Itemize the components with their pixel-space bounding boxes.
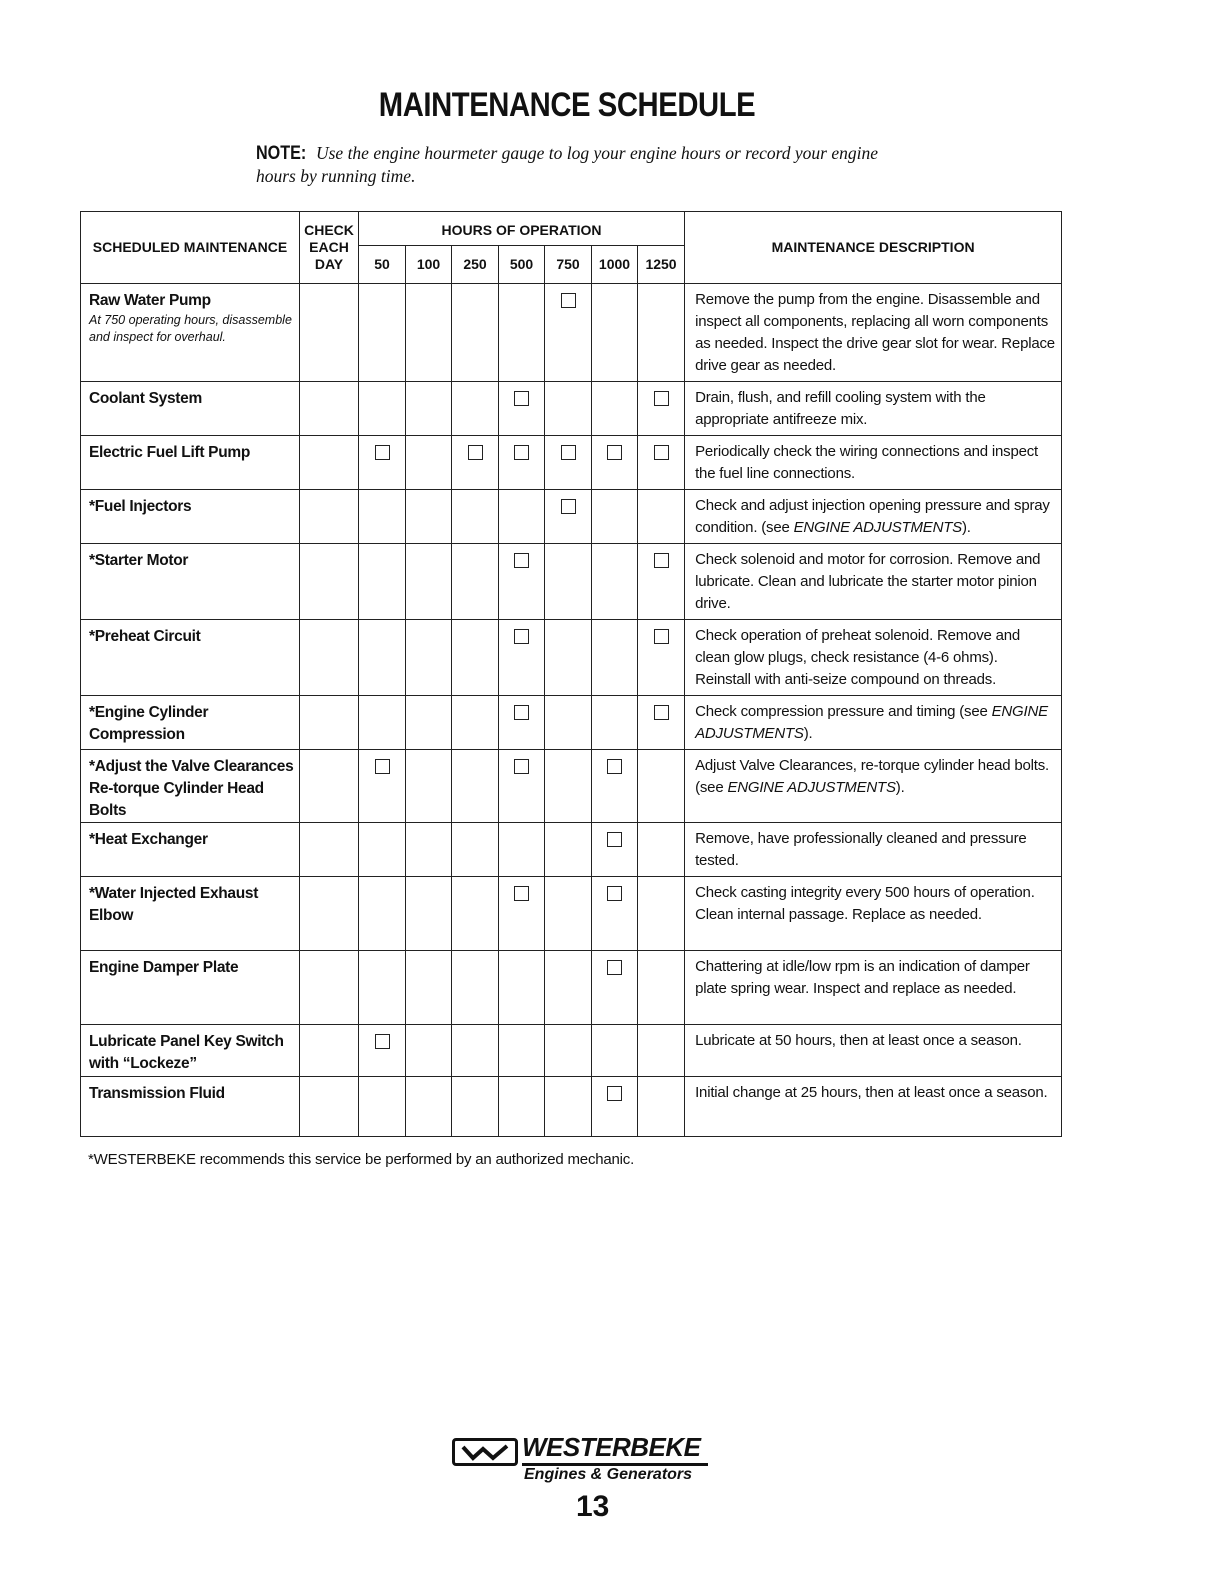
hours-cell: [545, 696, 592, 750]
maintenance-description-cell: [685, 750, 1062, 823]
description-text: Adjust Valve Clearances, re-torque cylinder head bolts.(see: [695, 757, 1049, 796]
check-each-day-cell: [300, 1025, 359, 1077]
hours-cell: [592, 544, 638, 620]
check-each-day-cell: [300, 750, 359, 823]
hours-cell: [499, 436, 545, 490]
checkbox-icon: [375, 759, 390, 774]
brand-tagline: Engines & Generators: [524, 1466, 693, 1483]
table-row: [81, 1025, 1062, 1077]
hours-cell: [406, 490, 452, 544]
hours-cell: [406, 436, 452, 490]
hours-cell: [406, 620, 452, 696]
maintenance-item-cell: [81, 823, 300, 877]
header-maintenance-description: MAINTENANCE DESCRIPTION: [685, 212, 1062, 284]
hours-cell: [592, 382, 638, 436]
check-each-day-cell: [300, 544, 359, 620]
checkbox-icon: [607, 1086, 622, 1101]
table-row: [81, 620, 1062, 696]
hours-cell: [406, 823, 452, 877]
hours-cell: [499, 1077, 545, 1137]
hours-cell: [499, 823, 545, 877]
maintenance-description: Check solenoid and motor for corrosion. Remove and lubricate. Clean and lubricate the starter motor pinion drive.: [695, 551, 1041, 612]
header-hours-50: 50: [359, 246, 406, 284]
table-row: [81, 490, 1062, 544]
checkbox-icon: [561, 293, 576, 308]
table-row: [81, 544, 1062, 620]
maintenance-description-cell: [685, 436, 1062, 490]
hours-cell: [638, 490, 685, 544]
hours-cell: [499, 382, 545, 436]
hours-cell: [638, 436, 685, 490]
checkbox-icon: [607, 886, 622, 901]
maintenance-description-cell: [685, 877, 1062, 951]
checkbox-icon: [654, 705, 669, 720]
maintenance-item-name: Transmission Fluid: [89, 1085, 225, 1102]
hours-cell: [359, 382, 406, 436]
check-each-day-cell: [300, 620, 359, 696]
westerbeke-emblem-icon: [452, 1438, 518, 1466]
hours-cell: [592, 951, 638, 1025]
hours-cell: [592, 696, 638, 750]
table-row: [81, 750, 1062, 823]
hours-cell: [545, 1077, 592, 1137]
maintenance-item-name: *Heat Exchanger: [89, 831, 208, 848]
hours-cell: [638, 750, 685, 823]
hours-cell: [452, 1025, 499, 1077]
hours-cell: [545, 823, 592, 877]
checkbox-icon: [514, 391, 529, 406]
maintenance-description: [685, 696, 1061, 749]
description-text-end: ).: [961, 519, 971, 536]
hours-cell: [545, 490, 592, 544]
maintenance-item-cell: [81, 750, 300, 823]
hours-cell: [452, 696, 499, 750]
check-each-day-cell: [300, 877, 359, 951]
description-reference: ENGINE ADJUSTMENTS: [793, 519, 962, 536]
header-hours-500: 500: [499, 246, 545, 284]
checkbox-icon: [514, 553, 529, 568]
hours-cell: [359, 620, 406, 696]
check-each-day-cell: [300, 823, 359, 877]
checkbox-icon: [468, 445, 483, 460]
hours-cell: [545, 877, 592, 951]
maintenance-item-name: Coolant System: [89, 390, 202, 407]
hours-cell: [406, 544, 452, 620]
hours-cell: [499, 750, 545, 823]
maintenance-item-name: Raw Water Pump: [89, 292, 211, 309]
hours-cell: [359, 696, 406, 750]
hours-cell: [592, 750, 638, 823]
hours-cell: [452, 284, 499, 382]
maintenance-description-cell: [685, 544, 1062, 620]
maintenance-description: [685, 490, 1061, 543]
maintenance-item-cell: [81, 696, 300, 750]
maintenance-item-cell: [81, 1077, 300, 1137]
checkbox-icon: [514, 705, 529, 720]
checkbox-icon: [375, 1034, 390, 1049]
maintenance-description-cell: [685, 490, 1062, 544]
hours-cell: [592, 877, 638, 951]
hours-cell: [452, 436, 499, 490]
hours-cell: [592, 490, 638, 544]
brand-name: WESTERBEKE: [522, 1432, 708, 1466]
maintenance-description-cell: [685, 382, 1062, 436]
header-hours-100: 100: [406, 246, 452, 284]
hours-cell: [359, 1077, 406, 1137]
hours-cell: [545, 284, 592, 382]
maintenance-item-cell: [81, 544, 300, 620]
schedule-body: [81, 284, 1062, 1137]
hours-cell: [638, 823, 685, 877]
table-row: [81, 284, 1062, 382]
checkbox-icon: [561, 499, 576, 514]
header-check-each-day: CHECK EACH DAY: [300, 212, 359, 284]
hours-cell: [359, 544, 406, 620]
hours-cell: [452, 1077, 499, 1137]
hours-cell: [359, 284, 406, 382]
hours-cell: [592, 620, 638, 696]
description-text: Check compression pressure and timing (see: [695, 703, 992, 720]
maintenance-description: Check casting integrity every 500 hours of operation. Clean internal passage. Replace as needed.: [695, 884, 1035, 923]
page-title: MAINTENANCE SCHEDULE: [378, 86, 756, 124]
hours-cell: [638, 877, 685, 951]
header-hours-750: 750: [545, 246, 592, 284]
hours-cell: [638, 284, 685, 382]
maintenance-description: Check operation of preheat solenoid. Remove and clean glow plugs, check resistance (4-6 ohms). Reinstall with anti-seize compound on threads.: [695, 627, 1021, 688]
maintenance-item-cell: [81, 951, 300, 1025]
maintenance-item-name: *Fuel Injectors: [89, 498, 192, 515]
hours-cell: [406, 382, 452, 436]
hours-cell: [545, 382, 592, 436]
maintenance-item-name: Electric Fuel Lift Pump: [89, 444, 251, 461]
checkbox-icon: [607, 960, 622, 975]
check-each-day-cell: [300, 1077, 359, 1137]
maintenance-item-name: *Starter Motor: [89, 552, 189, 569]
header-hours-1000: 1000: [592, 246, 638, 284]
maintenance-item-name: *Adjust the Valve Clearances Re-torque Cylinder Head Bolts: [89, 758, 294, 819]
maintenance-item-cell: [81, 490, 300, 544]
header-hours-of-operation: HOURS OF OPERATION: [359, 212, 685, 246]
hours-cell: [359, 877, 406, 951]
checkbox-icon: [607, 832, 622, 847]
hours-cell: [359, 1025, 406, 1077]
hours-cell: [406, 877, 452, 951]
hours-cell: [499, 620, 545, 696]
hours-cell: [499, 696, 545, 750]
maintenance-description-cell: [685, 284, 1062, 382]
hours-cell: [592, 1025, 638, 1077]
maintenance-item-cell: [81, 1025, 300, 1077]
maintenance-schedule-table: [80, 211, 1062, 1137]
maintenance-item-name: *Water Injected Exhaust Elbow: [89, 885, 259, 924]
check-each-day-cell: [300, 284, 359, 382]
checkbox-icon: [654, 391, 669, 406]
hours-cell: [452, 877, 499, 951]
checkbox-icon: [654, 629, 669, 644]
hours-cell: [638, 382, 685, 436]
maintenance-description-cell: [685, 696, 1062, 750]
hours-cell: [545, 1025, 592, 1077]
maintenance-item-name: Engine Damper Plate: [89, 959, 239, 976]
maintenance-description: Drain, flush, and refill cooling system with the appropriate antifreeze mix.: [695, 389, 986, 428]
checkbox-icon: [514, 759, 529, 774]
checkbox-icon: [654, 553, 669, 568]
maintenance-description-cell: [685, 1025, 1062, 1077]
checkbox-icon: [514, 886, 529, 901]
table-row: [81, 382, 1062, 436]
hours-cell: [499, 877, 545, 951]
maintenance-description: Chattering at idle/low rpm is an indication of damper plate spring wear. Inspect and replace as needed.: [695, 958, 1030, 997]
maintenance-item-cell: [81, 284, 300, 382]
maintenance-description: Initial change at 25 hours, then at least once a season.: [695, 1084, 1048, 1101]
hours-cell: [359, 750, 406, 823]
hours-cell: [638, 951, 685, 1025]
maintenance-description-cell: [685, 823, 1062, 877]
checkbox-icon: [375, 445, 390, 460]
hours-cell: [359, 436, 406, 490]
hours-cell: [452, 620, 499, 696]
westerbeke-logo: [452, 1432, 752, 1492]
check-each-day-cell: [300, 436, 359, 490]
maintenance-item-cell: [81, 436, 300, 490]
description-text: Check and adjust injection opening pressure and spray condition. (see: [695, 497, 1050, 536]
hours-cell: [592, 284, 638, 382]
maintenance-item-cell: [81, 382, 300, 436]
maintenance-description-cell: [685, 1077, 1062, 1137]
hours-cell: [406, 750, 452, 823]
hours-cell: [406, 1077, 452, 1137]
checkbox-icon: [561, 445, 576, 460]
hours-cell: [545, 620, 592, 696]
hours-cell: [406, 1025, 452, 1077]
hours-cell: [452, 544, 499, 620]
hours-cell: [592, 1077, 638, 1137]
hours-cell: [638, 1025, 685, 1077]
hours-cell: [638, 696, 685, 750]
table-row: [81, 696, 1062, 750]
maintenance-description: [685, 750, 1061, 803]
check-each-day-cell: [300, 951, 359, 1025]
hours-cell: [359, 951, 406, 1025]
note-label: NOTE:: [256, 143, 307, 164]
hours-cell: [406, 696, 452, 750]
hours-cell: [499, 1025, 545, 1077]
header-hours-1250: 1250: [638, 246, 685, 284]
hours-cell: [545, 750, 592, 823]
maintenance-item-cell: [81, 620, 300, 696]
note-text: Use the engine hourmeter gauge to log your engine hours or record your engine hours by running time.: [256, 143, 878, 186]
checkbox-icon: [607, 759, 622, 774]
table-row: [81, 436, 1062, 490]
note: [256, 142, 916, 188]
maintenance-description-cell: [685, 620, 1062, 696]
header-scheduled-maintenance: SCHEDULED MAINTENANCE: [81, 212, 300, 284]
checkbox-icon: [514, 445, 529, 460]
description-text-end: ).: [895, 779, 905, 796]
maintenance-item-name: *Preheat Circuit: [89, 628, 201, 645]
table-row: [81, 1077, 1062, 1137]
checkbox-icon: [514, 629, 529, 644]
description-reference: ENGINE ADJUSTMENTS: [727, 779, 896, 796]
maintenance-item-cell: [81, 877, 300, 951]
hours-cell: [545, 436, 592, 490]
footnote: *WESTERBEKE recommends this service be performed by an authorized mechanic.: [88, 1151, 635, 1168]
description-text-end: ).: [803, 725, 813, 742]
maintenance-item-name: Lubricate Panel Key Switch with “Lockeze”: [89, 1033, 284, 1072]
hours-cell: [545, 951, 592, 1025]
hours-cell: [638, 620, 685, 696]
header-hours-250: 250: [452, 246, 499, 284]
maintenance-description: Remove, have professionally cleaned and pressure tested.: [695, 830, 1027, 869]
hours-cell: [638, 1077, 685, 1137]
hours-cell: [638, 544, 685, 620]
table-row: [81, 823, 1062, 877]
hours-cell: [545, 544, 592, 620]
table-row: [81, 877, 1062, 951]
description-reference: ENGINE ADJUSTMENTS: [695, 703, 1048, 742]
checkbox-icon: [607, 445, 622, 460]
hours-cell: [359, 823, 406, 877]
maintenance-description: Periodically check the wiring connections and inspect the fuel line connections.: [695, 443, 1039, 482]
checkbox-icon: [654, 445, 669, 460]
hours-cell: [499, 544, 545, 620]
hours-cell: [452, 490, 499, 544]
hours-cell: [499, 284, 545, 382]
maintenance-item-note: At 750 operating hours, disassemble and inspect for overhaul.: [89, 313, 292, 344]
hours-cell: [452, 750, 499, 823]
table-row: [81, 951, 1062, 1025]
maintenance-description: Remove the pump from the engine. Disassemble and inspect all components, replacing all worn components as needed. Inspect the drive gear slot for wear. Replace drive gear as needed.: [695, 291, 1055, 374]
hours-cell: [499, 490, 545, 544]
hours-cell: [592, 436, 638, 490]
maintenance-item-name: *Engine Cylinder Compression: [89, 704, 209, 743]
maintenance-description: Lubricate at 50 hours, then at least once a season.: [695, 1032, 1022, 1049]
page-number: 13: [576, 1490, 610, 1523]
hours-cell: [452, 382, 499, 436]
check-each-day-cell: [300, 490, 359, 544]
hours-cell: [499, 951, 545, 1025]
hours-cell: [452, 951, 499, 1025]
hours-cell: [406, 951, 452, 1025]
hours-cell: [452, 823, 499, 877]
hours-cell: [592, 823, 638, 877]
maintenance-description-cell: [685, 951, 1062, 1025]
check-each-day-cell: [300, 382, 359, 436]
hours-cell: [406, 284, 452, 382]
check-each-day-cell: [300, 696, 359, 750]
hours-cell: [359, 490, 406, 544]
